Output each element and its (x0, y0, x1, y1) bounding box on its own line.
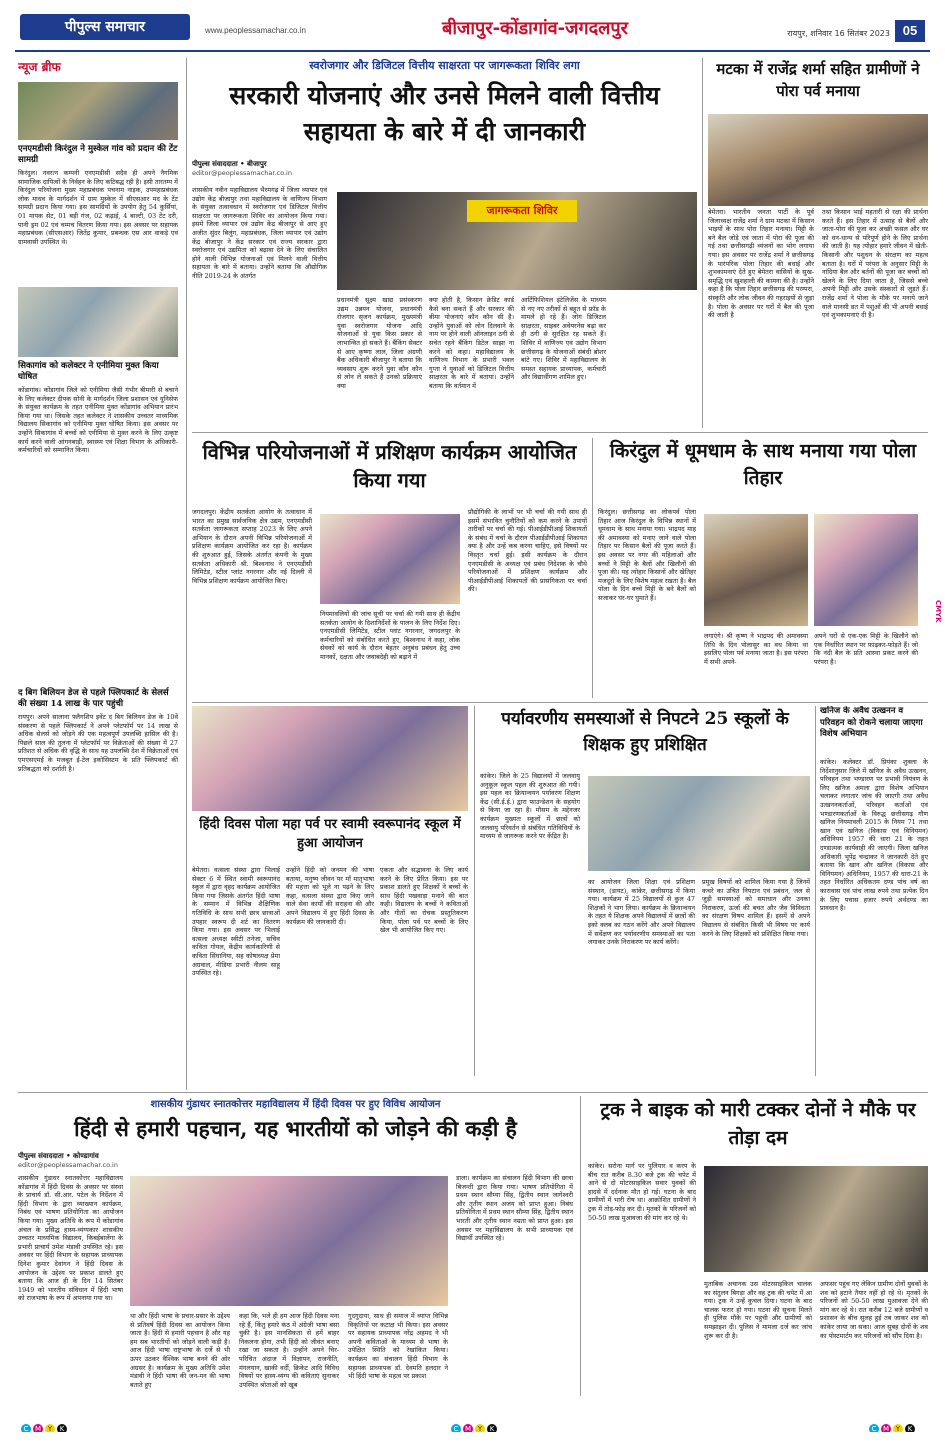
story-2 (708, 58, 928, 428)
story-5-photo (588, 776, 810, 871)
paper-name: पीपुल्स समाचार (64, 19, 146, 35)
story-2-headline: मटका में राजेंद्र शर्मा सहित ग्रामीणों ने पोरा पर्व मनाया (716, 60, 920, 100)
story-1-photo (337, 192, 697, 290)
story-3-headline: विभिन्न परियोजनाओं में प्रशिक्षण कार्यक्रम आयोजित किया गया (202, 440, 577, 492)
story-7-headline: हिंदी दिवस पोला महा पर्व पर स्वामी स्वरूपानंद स्कूल में हुआ आयोजन (199, 817, 461, 851)
story-2-col-1: बेमेतरा। भारतीय जनता पार्टी के पूर्व जिलाध्यक्ष राजेंद्र शर्मा ने ग्राम मटका में किसान भाइयों के साथ पोरा तिहार मनाया। मिट्टी के बने बैल जोड़े एवं जाता में पोरा की पूजा की गई तथा छत्तीसगढ़ी व्यंजनों का भोग लगाया गया। इस अवसर पर राजेंद्र शर्मा ने छत्तीसगढ़ के पारंपरिक पोला तिहार की बधाई और शुभकामनाएं देते हुए बेमेतरा वासियों के सुख-समृद्धि एवं खुशहाली की कामना की है। उन्होंने कहा है कि पोला तिहार छत्तीसगढ़ की परम्परा, संस्कृति और लोक जीवन की गहराइयों से जुड़ा है। पोला के अवसर पर घरों में बैल की पूजा की जाती है (708, 208, 814, 320)
story-6 (820, 706, 928, 1076)
brief-2-title: सिकागांव को कलेक्टर ने एनीमिया मुक्त किया घोषित (18, 361, 159, 382)
story-4-col-2: लगाएंगे। श्री कृष्ण ने भाद्रपद की अमावस्या तिथि के दिन पोलासुर का वध किया था इसलिए पोला पर्व मनाया जाता है। इस परंपरा में सभी अपने- (704, 632, 808, 666)
brief-photo-2 (18, 287, 178, 357)
row-divider-1 (192, 432, 928, 433)
col-divider-5 (815, 706, 816, 1076)
story-5 (480, 706, 810, 1076)
story-5-headline: पर्यावरणीय समस्याओं से निपटने 25 स्कूलों के शिक्षक हुए प्रशिक्षित (501, 709, 789, 755)
story-8 (18, 1096, 573, 1396)
story-9-headline: ट्रक ने बाइक को मारी टक्कर दोनों ने मौके पर तोड़ा दम (600, 1099, 916, 1149)
story-1-byline: पीपुल्स संवाददाता • बीजापुर (192, 160, 267, 168)
story-1-col-3: क्या होती है, किसान क्रेडिट कार्ड कैसे बना सकते हैं और सरकार की बीमा योजनाएं कौन कौन सी है। उन्होंने युवाओं को लोन दिलवाने के नाम पर होने वाली ऑनलाइन ठगी से सचेत रहने बैंकिंग डिटेल साझा ना करने को कहा। महाविद्यालय के वाणिज्य विभाग के प्रभारी भवल गुप्ता ने युवाओं को डिजिटल वित्तीय साक्षरता के बारे में बताया। उन्होंने बताया कि वर्तमान में (429, 296, 514, 390)
side-cmyk-label: CMYK (934, 600, 942, 623)
masthead-rule (15, 50, 930, 52)
story-4-photo-1 (704, 514, 808, 626)
story-8-col-1: शासकीय गुंडाधर स्नातकोत्तर महाविद्यालय कोंडागांव में हिंदी दिवस के अवसर पर संस्था के प्राचार्य डॉ. सी.आर. पटेल के निर्देशन में हिंदी विभाग के द्वारा व्याख्यान कार्यक्रम, निबंध एवं भाषण प्रतियोगिता का आयोजन किया गया। मुख्य अतिथि के रूप में कोंडागांव अंचल के प्रसिद्ध हास्य-व्यंग्यकार शासकीय उच्चतर माध्यमिक विद्यालय, किबईबालेंगा के प्रभारी प्राचार्य उमेश मंडावी उपस्थित रहे। इस अवसर पर हिंदी विभाग के सहायक प्राध्यापक दिनेश कुमार देवांगन ने हिंदी दिवस के आयोजन के उद्देश्य पर प्रकाश डालते हुए बताया कि आज ही के दिन 14 सितंबर 1949 को भारतीय संविधान में हिंदी भाषा को राजभाषा के रूप में अपनाया गया था। (18, 1174, 123, 1303)
cyan-mark: C (869, 1424, 879, 1433)
story-4-col-1: किरंदुल। छत्तीसगढ़ का लोकपर्व पोला तिहार आज किरंदुल के विभिन्न स्थानों में धूमधाम के साथ मनाया गया। भाद्रपद माह की अमावस्या को मनाए जाने वाले पोला तिहार पर किसान बैलों की पूजा करते हैं। इस अवसर पर नगर की महिलाओं और बच्चों ने मिट्टी के बैलों और खिलौनों की पूजा की। यह त्योहार किसानों और खेतिहर मजदूरों के लिए विशेष महत्व रखता है। बैल पोला के दिन बच्चे मिट्टी के बने बैलों को सजाकर घर-घर घुमाते हैं। (598, 508, 696, 602)
registration-marks-right (868, 1418, 928, 1432)
brief-3-body: रायपुर। अपने सालाना फ्लैगशिप इवेंट द बिग बिलियन डेज के 10वें संस्करण से पहले फ्लिपकार्ट ने अपने प्लेटफॉर्म पर 14 लाख से अधिक सेलर्स को जोड़ने की एक महत्वपूर्ण उपलब्धि हासिल की है। पिछले साल की तुलना में प्लेटफॉर्म पर विक्रेताओं की संख्या में 27 प्रतिशत से अधिक की वृद्धि के साथ यह उपलब्धि देश में विक्रेताओं एवं एमएसएमई के मजबूत ई-टेल इकोसिस्टम के प्रति फ्लिपकार्ट की प्रतिबद्धता को दर्शाती है। (18, 713, 178, 773)
yellow-mark: Y (475, 1424, 485, 1433)
story-3 (192, 438, 587, 698)
story-3-col-1: जगदलपुर। केंद्रीय सतर्कता आयोग के तत्वाधान में भारत का प्रमुख सार्वजनिक क्षेत्र उद्यम, एनएमडीसी सतर्कता जागरूकता सप्ताह 2023 के लिए अपने अभियान के दौरान अपनी विभिन्न परियोजनाओं में प्रशिक्षण कार्यक्रम आयोजित कर रहा है। कार्यक्रम की शुरुआत हुई, जिसके अंतर्गत कंपनी के मुख्य सतर्कता अधिकारी श्री. बिश्वनाथ ने एनएमडीसी लिमिटेड, स्टील प्लांट नगरनार और नई दिल्ली में विभिन्न प्रशिक्षण कार्यक्रम आयोजित किए। (192, 508, 312, 585)
story-4 (598, 438, 928, 698)
col-divider-3 (592, 438, 593, 698)
brief-1-title: एनएमडीसी किरंदुल ने मुस्केल गांव को प्रदान की टेंट सामग्री (18, 144, 178, 165)
story-9-col-2: मुताबिक अचानक उस मोटरसाइकिल चालक का संतुलन बिगड़ा और वह ट्रक की चपेट में आ गया। ट्रक ने उन्हें कुचल दिया। घटना के बाद चालक फरार हो गया। घटना की सूचना मिलते ही पुलिस मौके पर पहुंची और ग्रामीणों को समझाइश दी। पुलिस ने मामला दर्ज कर जांच शुरू कर दी है। (704, 1280, 812, 1340)
page-number: 05 (895, 20, 925, 42)
story-1-col-4: आर्टिफिशियल इंटेलिजेंस के माध्यम से नए नए तरीकों से बहुत से फ्रॉड के मामले हो रहे हैं। लोग डिजिटल साक्षरता, साइबर अवेयरनेस बढ़ा कर ही ठगी से सुरक्षित रह सकते हैं। शिविर में वाणिज्य एवं उद्योग विभाग छत्तीसगढ़ के योजनाओं संबंधी ब्रोशर बांटे गए। शिविर में महाविद्यालय के समस्त सहायक प्राध्यापक, कर्मचारी और विद्यार्थीगण शामिल हुए। (521, 296, 606, 382)
story-8-col-2: था और हिंदी भाषा के प्रचार-प्रसार के उद्देश्य से प्रतिवर्ष हिंदी दिवस का आयोजन किया जाता है। हिंदी से हमारी पहचान है और यह हम सब भारतीयों को जोड़ने वाली कड़ी है। आज हिंदी भाषा राष्ट्रभाषा के दर्जे से भी ऊपर उठकर वैश्विक भाषा बनने की ओर अग्रसर है। कार्यक्रम के मुख्य अतिथि उमेश मंडावी ने हिंदी भाषा की जन-मन की भाषा बताते हुए (130, 1312, 230, 1389)
brief-2-body: कोंडागांव। कोंडागांव जिले को एनीमिया जैसी गंभीर बीमारी से बचाने के लिए कलेक्टर दीपक सोनी के मार्गदर्शन जिला प्रशासन एवं यूनिसेफ के संयुक्त कार्यक्रम के तहत एनीमिया मुक्त कोंडागांव अभियान प्रारंभ किया गया था। जिसके तहत कलेक्टर ने शासकीय उच्चतर माध्यमिक विद्यालय सिकागांव को एनीमिया मुक्त घोषित किया। इस अवसर पर उन्होंने सिकागांव में बच्चों को एनीमिया से मुक्त करने के लिए उत्कृष्ट कार्य करने वाली आंगनबाड़ी, स्वास्थ्य एवं शिक्षा विभाग के अधिकारी-कर्मचारियों को सम्मानित किया। (18, 386, 178, 455)
story-8-headline: हिंदी से हमारी पहचान, यह भारतीयों को जोड़ने की कड़ी है (74, 1116, 517, 1141)
story-8-byline: पीपुल्स संवाददाता • कोण्डागांव (18, 1152, 99, 1160)
cyan-mark: C (451, 1424, 461, 1433)
website-url[interactable]: www.peoplessamachar.co.in (205, 26, 306, 35)
story-6-body: कांकेर। कलेक्टर डॉ. प्रियंका शुक्ला के निर्देशानुसार जिले में खनिज के अवैध उत्खनन, परिवहन तथा भण्डारण पर प्रभावी नियंत्रण के लिए खनिज अमला द्वारा विशेष अभियान चलाकर लगातार जांच की जाएगी तथा अवैध उत्खननकर्ताओं, परिवहन कर्ताओं एवं भण्डारणकर्ताओं के विरुद्ध छत्तीसगढ़ गौण खनिज नियमावली 2015 के नियम 71 तथा खान एवं खनिज (विकास एवं विनियमन) अधिनियम 1957 की धारा 21 के तहत दण्डात्मक कार्यवाही की जाएगी। जिला खनिज अधिकारी भूपेंद्र चन्द्राकर ने जानकारी देते हुए बताया कि खान और खनिज (विकास और विनियमन) अधिनियम, 1957 की धारा-21 के तहत निर्धारित अधिकतम दण्ड पांच वर्ष का कारावास एवं पांच लाख रुपये तथा प्रत्येक दिन के लिए पचास हजार रुपये अर्थदण्ड का प्रावधान है। (820, 758, 928, 913)
brief-3-title: द बिग बिलियन डेज से पहले फ्लिपकार्ट के सेलर्स की संख्या 14 लाख के पार पहुंची (18, 688, 169, 709)
black-mark: K (487, 1424, 497, 1433)
brief-1-body: किरंदुल। नवरत्न कम्पनी एनएमडीसी सदैव ही अपने नैगमिक सामाजिक दायित्वों के निर्वहन के लिए कटिबद्ध रही है। इसी तारतम्य में किरंदुल परियोजना मुख्य महाप्रबंधक पचनाम नाइक, उपमहाप्रबंधक लोक माधव के मार्गदर्शन में ग्राम मुस्केल में सीएसआर मद के टेंट सामग्री प्रदान किया गया। इस सामग्रियों के उपयोग हेतु 54 कुर्सियां, 01 मायक सेट, 01 बड़ी गंज, 02 कढ़ाई, 4 बाल्टी, 03 टेंट दरी, पानी ड्रम 02 एवं चम्मच वितरण किया गया। इस अवसर पर सहायक महाप्रबंधक (सीएसआर) जितेंद्र कुमार, प्रबन्धक एस आर वाकड़े एवं ग्रामवासी उपस्थित थे। (18, 169, 178, 246)
story-1-email[interactable]: editor@peoplessamachar.co.in (192, 169, 292, 177)
registration-marks-center (450, 1418, 510, 1432)
registration-marks-left (20, 1418, 80, 1432)
story-1 (192, 58, 697, 428)
col-divider-2 (702, 58, 703, 428)
story-5-col-3: प्रमुख विषयों को शामिल किया गया है जिनमें कचरे का उचित निपटान एवं प्रबंधन, जल से जुड़ी समस्याओं को समाधान और उनका निराकरण, ऊर्जा की बचत और जैव विविधता का संरक्षण विषय शामिल हैं। इसमें से अपने विद्यालय से संबंधित किसी भी विषय पर कार्य करने के लिए शिक्षकों को प्रशिक्षित किया गया। (702, 878, 810, 938)
black-mark: K (57, 1424, 67, 1433)
story-1-headline: सरकारी योजनाएं और उनसे मिलने वाली वित्तीय सहायता के बारे में दी जानकारी (229, 81, 660, 146)
story-8-email[interactable]: editor@peoplessamachar.co.in (18, 1161, 118, 1169)
story-9-photo (704, 1166, 928, 1272)
story-1-kicker: स्वरोजगार और डिजिटल वित्तीय साक्षरता पर जागरूकता शिविर लगा (309, 59, 580, 72)
paper-logo (20, 14, 190, 40)
story-3-col-3: प्रौद्योगिकी के लाभों पर भी चर्चा की गयी साथ ही इसमें संभावित चुनौतियों को कम करने के उपायों तारीकों पर चर्चा की गई। पीआईडीपीआई शिकायतों के संबंध में चर्चा के दौरान पीआईडीपीआई शिकायत क्या है और उन्हें कब करना चाहिए, इसे विषयों पर विस्तृत चर्चा हुई। इसी कार्यक्रम के दौरान एनएमडीसी के अध्यक्ष एवं प्रबंध निदेशक के चौथे परियोजनाओं में प्रशिक्षण कार्यक्रम और पीआईडीपीआई शिकायतों की प्रासंगिकता पर चर्चा की। (468, 508, 587, 594)
story-4-headline: किरंदुल में धूमधाम के साथ मनाया गया पोला तिहार (609, 440, 917, 489)
story-4-col-3: अपने घरों से एक-एक मिट्टी के खिलौने को एक निर्धारित स्थान पर फ़ाढ़कर-फोड़ते हैं। जो कि नंदी बैल के प्रति आस्था प्रकट करने की परंपरा है। (814, 632, 918, 666)
story-9-col-3: अफसर पहुंच गए लेकिन ग्रामीण दोनों युवकों के शव को हटाने तैयार नहीं हो रहे थे। मृतकों के परिजनों को 50-50 लाख मुआवजा देने की मांग कर रहे थे। रात करीब 12 बजे ग्रामीणों व प्रशासन के बीच सुलह हुई तब जाकर शव को कांकेर लाया जा सका। आज सुबह दोनों के शव का पोस्टमार्टम कर परिजनों को सौंप दिया है। (820, 1280, 928, 1340)
story-1-col-1: शासकीय नवीन महाविद्यालय भैरमगढ़ में जिला व्यापार एवं उद्योग केंद्र बीजापुर तथा महाविद्यालय के वाणिज्य विभाग के संयुक्त तत्वावधान में स्वरोजगार एवं डिजिटल वित्तीय साक्षरता पर जागरूकता शिविर का आयोजन किया गया। इसमें जिला व्यापार एवं उद्योग केंद्र बीजापुर से आए हुए अजीत सुंदर बिलुंग, महाप्रबंधक, जिला व्यापार एवं उद्योग केंद्र बीजापुर ने केंद्र सरकार एवं राज्य सरकार द्वारा स्वरोजगार एवं उद्यमिता को बढ़ावा देने के लिए संचालित होने वाली विभिन्न योजनाओं एवं मिलने वाली वित्तीय सहायता के बारे में बताया। उन्होंने बताया कि औद्योगिक नीति 2019-24 के अंतर्गत (192, 186, 327, 280)
col-divider-4 (474, 706, 475, 1076)
col-divider-6 (580, 1096, 581, 1396)
news-brief-label: न्यूज ब्रीफ (18, 60, 61, 74)
story-9-col-1: कांकेर। सरोना मार्ग पर पुलियार व करप के बीच रात करीब 8.30 बजे ट्रक की चपेट में आने से दो मोटरसाइकिल सवार युवकों की हादसे में दर्दनाक मौत हो गई। घटना के बाद ग्रामीणों में भारी रोष था। आक्रोशित ग्रामीणों ने ट्रक में तोड़-फोड़ कर दी। मृतकों के परिजनों को 50-50 लाख मुआवजा की मांग कर रहे थे। (588, 1162, 696, 1222)
story-8-col-5: डाला। कार्यक्रम का संचालन हिंदी विभाग की छात्रा बिजन्ती द्वारा किया गया। भाषण प्रतियोगिता में प्रथम स्थान सौम्या सिंह, द्वितीय स्थान जागेश्वरी और तृतीय स्थान अजय को प्राप्त हुआ। निबंध प्रतियोगिता में प्रथम स्थान सौम्या सिंह, द्वितीय स्थान भारती और तृतीय स्थान नम्रता को प्राप्त हुआ। इस अवसर पर महाविद्यालय के सभी प्राध्यापक एवं विद्यार्थी उपस्थित रहे। (456, 1174, 573, 1243)
story-8-photo (130, 1176, 448, 1306)
row-divider-3 (18, 1092, 928, 1093)
yellow-mark: Y (893, 1424, 903, 1433)
story-1-banner: जागरूकता शिविर (467, 200, 577, 222)
cyan-mark: C (21, 1424, 31, 1433)
masthead (0, 0, 945, 50)
brief-photo-1 (18, 82, 178, 140)
news-brief-column (18, 58, 178, 1090)
row-divider-2 (192, 702, 928, 703)
magenta-mark: M (464, 1424, 472, 1432)
story-8-col-3: कहा कि, भले ही हम आज हिंदी दिवस मना रहे हैं, किंतु हमारे कंठ में अंग्रेजी भाषा बसा चुकी है। इस मानसिकता से हमें बाहर निकलना होगा, तभी हिंदी को जीवंत बनाए रखा जा सकता है। उन्होंने अपने चिर-परिचित अंदाज में विज्ञापन, राजनीति, मंगलयान, खाकी वर्दी, क्रिकेट आदि विविध विषयों पर हास्य-व्यंग्य की कविताएं सुनाकर उपस्थित श्रोताओं को खूब (239, 1312, 339, 1389)
story-5-col-2: का आयोजन जिला शिक्षा एवं प्रशिक्षण संस्थान, (डायट), कांकेर, छत्तीसगढ़ में किया गया। कार्यक्रम में 25 विद्यालयों से कुल 47 शिक्षकों ने भाग लिया। कार्यक्रम के क्रियान्वयन के तहत ये शिक्षक अपने विद्यालयों में छात्रों की इको क्लब का गठन करेंगे और अपने विद्यालय में सर्वेक्षण कर पर्यावरणीय समस्याओं का पता लगाकर उनके निराकरण पर कार्य करेंगे। (588, 878, 695, 947)
story-3-photo (320, 514, 460, 604)
story-1-col-2: प्रधानमंत्री सूक्ष्म खाद्य प्रसंस्करण उद्यम उन्नयन योजना, प्रधानमंत्री रोजगार सृजन कार्यक्रम, मुख्यमंत्री युवा स्वरोजगार योजना आदि योजनाओं से युवा किस प्रकार से लाभान्वित हो सकते हैं। बैंकिंग सेक्टर से आए कृष्णा लाल, जिला अग्रणी बैंक अधिकारी बीजापुर ने बताया कि व्यवसाय शुरू करने युवा कौन कौन से लोन ले सकते हैं उनको प्रक्रियाएं क्या (337, 296, 422, 390)
story-2-col-2: तथा किसान भाई महतारी से रक्षा की प्रार्थना करते हैं। इस तिहार में उत्साह से बैलों और जाता-पोरा की पूजा कर अच्छी फसल और घर को धन-धान्य से परिपूर्ण होने के लिए प्रार्थना की जाती है। यह त्योहार हमारे जीवन में खेती-किसानी और पशुधन के संरक्षण का महत्व बताता है। घरों में परंपरा के अनुसार मिट्टी के नांदिया बैल और बर्तनों की पूजा कर बच्चों को खेलने के लिए दिया जाता है, जिससे बच्चे अपनी मिट्टी और उसके संस्कारों से जुड़ते हैं। राजेंद्र शर्मा ने पोला के मौके पर मनाये जाने वाले मानसी व्रत में पशुओं की भी अपनी बधाई एवं शुभकामनाएं दी है। (822, 208, 928, 320)
col-divider-1 (186, 58, 187, 1090)
black-mark: K (905, 1424, 915, 1433)
yellow-mark: Y (45, 1424, 55, 1433)
magenta-mark: M (34, 1424, 42, 1432)
story-8-kicker: शासकीय गुंडाधर स्नातकोत्तर महाविद्यालय में हिंदी दिवस पर हुए विविध आयोजन (150, 1099, 441, 1110)
story-6-headline: खनिज के अवैध उत्खनन व परिवहन को रोकने चलाया जाएगा विशेष अभियान (820, 706, 923, 739)
story-7-col-2: उन्होंने हिंदी को जनमन की भाषा बताया, मनुष्य जीवन पर माँ मातृभाषा की महत्ता को भूले ना पढ़ने के लिए कहा, वत्सला संस्था द्वारा किए जाने वाले सेवा कार्यों की सराहना की और अपने विद्यालय में हुए हिंदी दिवस के कार्यक्रम की जानकारी दी। (286, 866, 374, 926)
story-2-photo (708, 114, 928, 206)
story-5-col-1: कांकेर। जिले के 25 विद्यालयों में जलवायु अनुकूल स्कूल पहल की शुरुआत की गयी। इस पहल का क्रियान्वयन पर्यावरण शिक्षण केंद्र (सी.ई.ई.) द्वारा फाउन्डेशन के सहयोग से किया जा रहा है। मौसम के मद्देनजर कार्यक्रम मुख्यतः स्कूलों में छात्रों को जलवायु परिवर्तन से संबंधित गतिविधियों के माध्यम से जागरूक करने पर केंद्रित है। (480, 772, 580, 841)
section-title: बीजापुर-कोंडागांव-जगदलपुर (442, 18, 628, 39)
story-3-col-2: नियमावलियों की जांच सूची पर चर्चा की गयी साथ ही केंद्रीय सतर्कता आयोग के दिशानिर्देशों के पालन के लिए निर्देश दिए। एनएमडीसी लिमिटेड, स्टील प्लांट नगरनार, जगदलपुर के कर्मचारियों को संबोधित करते हुए, बिश्वनाथ ने कहा, लोक सेवकों को कार्य के दौरान बेहतर अनुबंध प्रबंधन हेतु उच्च मानकों, दक्षता और जवाबदेही को बढ़ाने में (320, 610, 460, 661)
story-7 (192, 706, 468, 1076)
story-9 (588, 1096, 928, 1396)
story-4-photo-2 (814, 514, 918, 626)
magenta-mark: M (882, 1424, 890, 1432)
story-7-col-3: एकता और सद्भावना के लिए कार्य करने के लिए प्रेरित किया। इस पर प्रकाश डालते हुए शिक्षकों ने बच्चों के साथ हिंदी पखवाड़ा मनाने की बात कही। विद्यालय के बच्चों ने कविताओं और गीतों का रोचक प्रस्तुतिकरण किया, पोला पर्व पर बच्चों के लिए खेल भी आयोजित किए गए। (380, 866, 468, 935)
story-7-photo (192, 706, 468, 811)
dateline: रायपुर, शनिवार 16 सितंबर 2023 (787, 29, 890, 38)
story-8-col-4: गुदगुदाया, साथ ही समाज में व्याप्त विभिन्न विकृतियों पर कटाक्ष भी किया। इस अवसर पर सहायक प्राध्यापक नरेंद्र अहमद ने भी अपनी कविताओं के माध्यम से भाषा के उपेक्षित स्थिति को रेखांकित किया। कार्यक्रम का संचालन हिंदी विभाग के सहायक प्राध्यापक डॉ. देवमति हलदार ने भी हिंदी भाषा के महत्व पर प्रकाश (348, 1312, 448, 1381)
story-7-col-1: बेमेतरा। वत्सला संस्था द्वारा भिलाई सेक्टर 6 में स्थित स्वामी स्वरूपानंद स्कूल में द्वारा वृहद कार्यक्रम आयोजित किया गया जिसके अंतर्गत हिंदी भाषा के सम्मान में विभिन्न शैक्षिणिक गतिविधि के साथ सभी छात्र छात्राओं उपहार स्वरूप दी शर्ट का वितरण किया गया। इस अवसर पर भिलाई वत्सला अध्यक्ष स्वीटी तनेजा, सचिव कविता गोयल, केंद्रीय कार्यकारिणी से कविता सिंघानिया, सह कोषाध्यक्ष प्रेमा अग्रवाल, मीडिया प्रभारी नीलम साहू उपस्थित रहे। (192, 866, 280, 978)
